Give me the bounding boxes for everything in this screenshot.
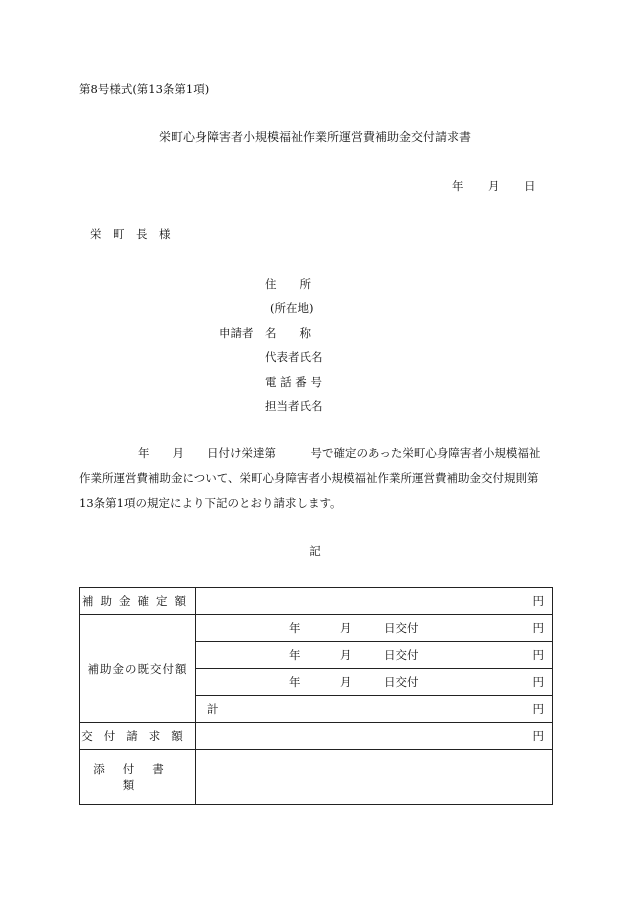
paid-year: 年 bbox=[289, 648, 301, 662]
applicant-address-label: 住 所 bbox=[265, 277, 311, 291]
table-row bbox=[80, 615, 553, 642]
yen-unit: 円 bbox=[532, 729, 544, 743]
date-year-label: 年 bbox=[452, 179, 464, 193]
paid-entry-1 bbox=[196, 615, 553, 642]
paid-year: 年 bbox=[289, 621, 301, 635]
paid-entry-3 bbox=[196, 669, 553, 696]
request-table bbox=[79, 587, 553, 805]
confirmed-amount-label: 補助金確定額 bbox=[80, 588, 196, 615]
yen-unit: 円 bbox=[532, 594, 544, 608]
request-amount-label: 交付請求額 bbox=[80, 723, 196, 750]
date-month-label: 月 bbox=[488, 179, 500, 193]
yen-unit: 円 bbox=[532, 675, 544, 689]
form-number: 第8号様式(第13条第1項) bbox=[79, 82, 210, 96]
body-line-2: 作業所運営費補助金について、栄町心身障害者小規模福祉作業所運営費補助金交付規則第 bbox=[79, 471, 539, 485]
document-title: 栄町心身障害者小規模福祉作業所運営費補助金交付請求書 bbox=[158, 130, 471, 144]
paid-year: 年 bbox=[289, 675, 301, 689]
date-day-label: 日 bbox=[524, 179, 536, 193]
total-label: 計 bbox=[207, 702, 219, 716]
paid-month: 月 bbox=[340, 675, 352, 689]
paid-day: 日交付 bbox=[384, 648, 419, 662]
paid-total bbox=[196, 696, 553, 723]
table-row bbox=[80, 750, 553, 805]
applicant-name-label: 名 称 bbox=[265, 326, 311, 340]
attachments-cell bbox=[196, 750, 553, 805]
already-paid-label: 補助金の既交付額 bbox=[80, 615, 196, 723]
paid-entry-2 bbox=[196, 642, 553, 669]
paid-month: 月 bbox=[340, 621, 352, 635]
paid-day: 日交付 bbox=[384, 675, 419, 689]
contact-person-label: 担当者氏名 bbox=[265, 399, 323, 413]
applicant-location-label: (所在地) bbox=[270, 301, 314, 315]
applicant-label: 申請者 bbox=[219, 326, 254, 340]
ki-heading: 記 bbox=[309, 544, 321, 558]
confirmed-amount-cell bbox=[196, 588, 553, 615]
request-amount-cell bbox=[196, 723, 553, 750]
attachments-label: 添付書類 bbox=[80, 750, 196, 805]
representative-name-label: 代表者氏名 bbox=[265, 350, 323, 364]
table-row bbox=[80, 723, 553, 750]
paid-month: 月 bbox=[340, 648, 352, 662]
phone-number-label: 電 話 番 号 bbox=[265, 375, 322, 389]
yen-unit: 円 bbox=[532, 702, 544, 716]
addressee: 栄 町 長 様 bbox=[90, 227, 171, 241]
body-line-1: 年 月 日付け栄達第 号で確定のあった栄町心身障害者小規模福祉 bbox=[138, 446, 541, 460]
table-row bbox=[80, 588, 553, 615]
yen-unit: 円 bbox=[532, 621, 544, 635]
paid-day: 日交付 bbox=[384, 621, 419, 635]
body-line-3: 13条第1項の規定により下記のとおり請求します。 bbox=[79, 496, 342, 510]
yen-unit: 円 bbox=[532, 648, 544, 662]
